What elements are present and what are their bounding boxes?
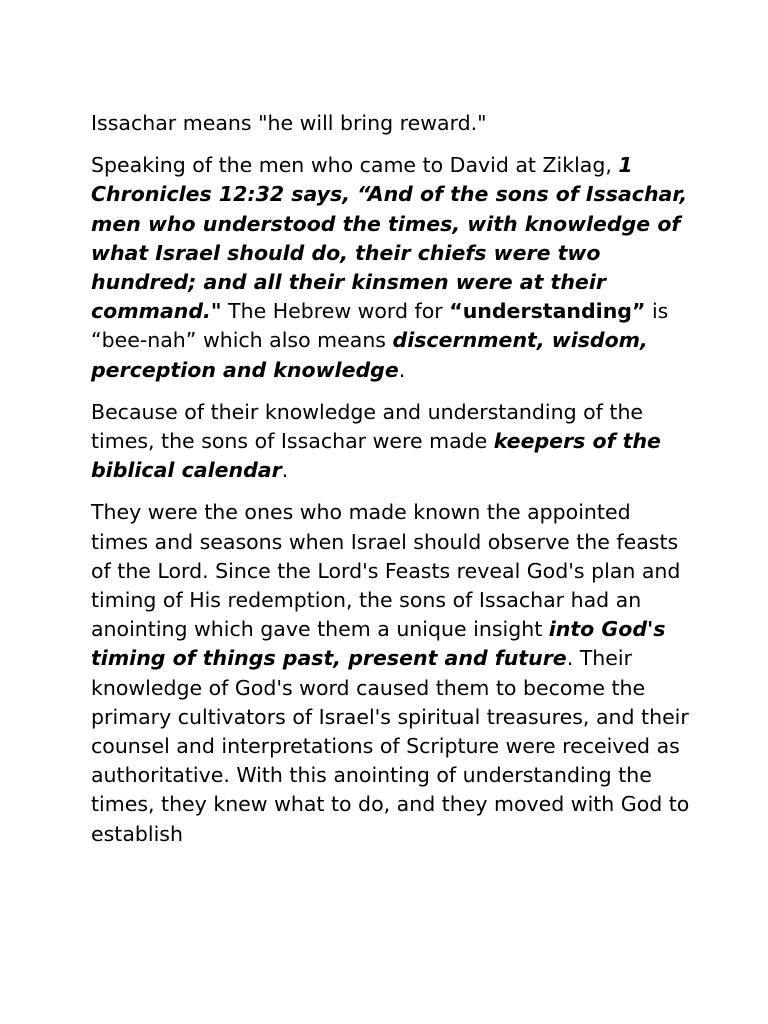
paragraph-end: . — [398, 357, 406, 382]
paragraph-lead-text: Because of their knowledge and understanding of the times, the sons of Issachar were made — [91, 399, 644, 454]
paragraph-appointed-times — [91, 498, 691, 848]
paragraph-chronicles-quote — [91, 151, 691, 385]
paragraph-issachar-meaning — [91, 109, 691, 138]
paragraph-lead-text: They were the ones who made known the appointed times and seasons when Israel should observe the feasts of the Lord. Since the Lord's Feasts reveal God's plan and timing of His redemption, the sons of Issachar had an anointing which gave them a unique insight — [91, 500, 681, 642]
document-page — [91, 109, 691, 862]
paragraph-end: . — [281, 458, 289, 483]
paragraph-text: is “bee-nah” which also means — [91, 299, 669, 353]
paragraph-text: Issachar means "he will bring reward." — [91, 111, 487, 135]
scripture-quote: 1 Chronicles 12:32 says, “And of the sons of Issachar, men who understood the times, with knowledge of what Israel should do, their chiefs were two hundred; and all their kinsmen were at their command." — [91, 153, 688, 324]
emphasized-phrase: into God's timing of things past, present and future — [91, 617, 666, 671]
paragraph-calendar-keepers — [91, 398, 691, 486]
paragraph-text: . Their knowledge of God's word caused them to become the primary cultivators of Israel's spiritual treasures, and their counsel and interpretations of Scripture were received as authoritative. With this anointing of understanding the times, they knew what to do, and they moved with God to establish — [91, 646, 690, 846]
paragraph-lead-text: Speaking of the men who came to David at Ziklag, — [91, 153, 619, 178]
emphasized-phrase: keepers of the biblical calendar — [91, 429, 661, 483]
emphasized-meanings: discernment, wisdom, perception and knowledge — [91, 328, 648, 382]
emphasized-word: “understanding” — [449, 299, 646, 324]
paragraph-text: The Hebrew word for — [221, 299, 450, 324]
